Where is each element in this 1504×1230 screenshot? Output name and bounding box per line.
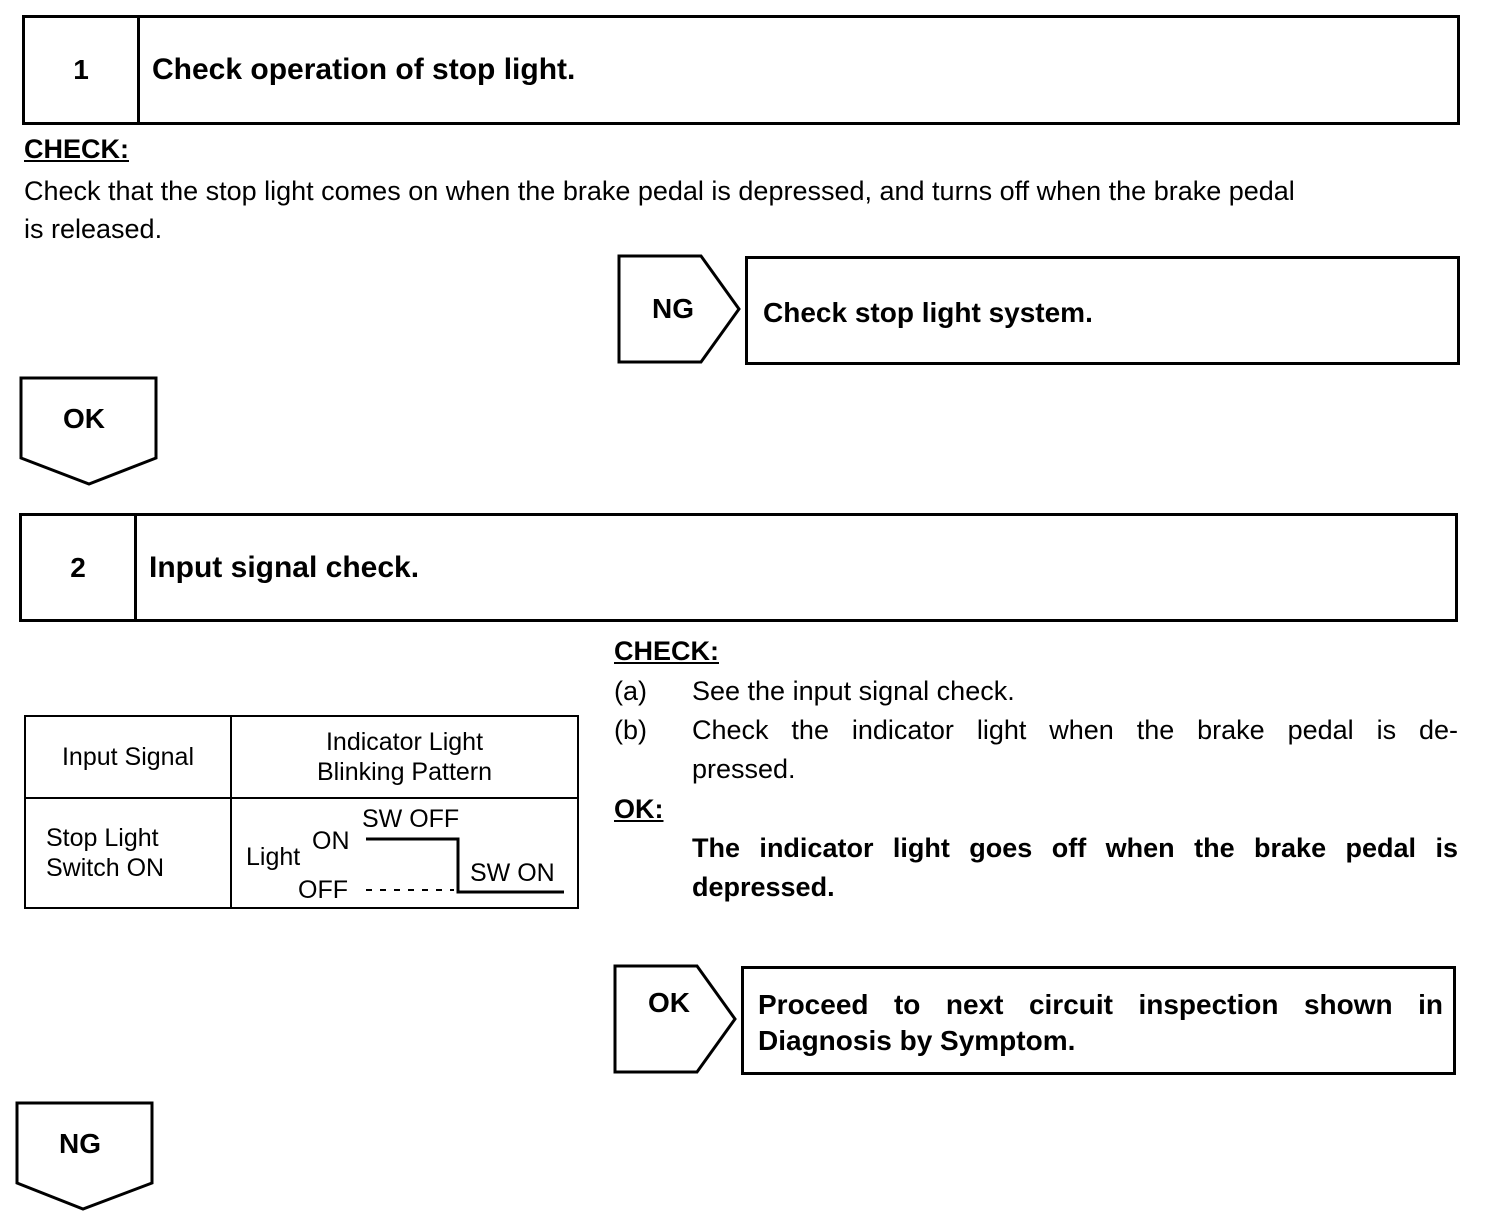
step-2-ok-arrow-label: OK bbox=[648, 987, 690, 1018]
step-2-item-a-marker: (a) bbox=[614, 676, 647, 706]
step-2-ok-text-line2: depressed. bbox=[692, 872, 835, 902]
step-2-ok-result-line1: Proceed to next circuit inspection shown in bbox=[758, 989, 1443, 1020]
table-header-col2-line2: Blinking Pattern bbox=[316, 758, 493, 786]
step-2-title: Input signal check. bbox=[149, 550, 420, 584]
blinking-pattern-diagram bbox=[232, 799, 577, 907]
step-2-ng-label: NG bbox=[59, 1128, 101, 1159]
table-header-input-signal bbox=[25, 716, 231, 798]
step-2-ok-result-box bbox=[741, 966, 1456, 1075]
diagram-light: Light bbox=[246, 843, 301, 871]
table-header-col2-line1: Indicator Light bbox=[325, 728, 484, 756]
step-1-ng-result: Check stop light system. bbox=[763, 297, 1093, 328]
step-2-item-a-text: See the input signal check. bbox=[692, 676, 1015, 706]
step-2-number: 2 bbox=[22, 516, 137, 619]
diagram-sw-on: SW ON bbox=[470, 859, 555, 887]
step-1-ng-label: NG bbox=[652, 293, 694, 324]
step-2-ok-text-line1: The indicator light goes off when the brake pedal is bbox=[692, 833, 1458, 863]
table-row-col1-line1: Stop Light bbox=[46, 824, 159, 852]
step-1-check-label: CHECK: bbox=[24, 134, 129, 164]
step-1-number: 1 bbox=[25, 18, 140, 122]
step-2-ok-label: OK: bbox=[614, 794, 664, 824]
step-1-header bbox=[22, 15, 1460, 125]
step-1-check-text-line1: Check that the stop light comes on when the brake pedal is depressed, and turns off when the brake pedal bbox=[24, 176, 1295, 206]
diagram-on: ON bbox=[312, 827, 350, 855]
diagram-off: OFF bbox=[298, 876, 348, 904]
step-1-title: Check operation of stop light. bbox=[152, 53, 576, 86]
step-1-ok-label: OK bbox=[63, 403, 105, 434]
table-row-diagram bbox=[231, 798, 578, 908]
table-row-col1-line2: Switch ON bbox=[46, 854, 165, 882]
step-2-header bbox=[19, 513, 1458, 622]
table-header-indicator bbox=[231, 716, 578, 798]
table-header-col1: Input Signal bbox=[61, 742, 195, 771]
table-row-input bbox=[25, 798, 231, 908]
table-header-row bbox=[25, 716, 578, 798]
step-1-ng-result-box bbox=[745, 256, 1460, 365]
diagram-sw-off: SW OFF bbox=[362, 805, 460, 833]
step-2-item-b-text-line1: Check the indicator light when the brake pedal is de- bbox=[692, 715, 1458, 745]
step-2-check-label: CHECK: bbox=[614, 636, 719, 666]
step-2-ok-arrow bbox=[613, 964, 739, 1076]
step-2-ok-result-line2: Diagnosis by Symptom. bbox=[758, 1025, 1076, 1056]
table-row bbox=[25, 798, 578, 908]
step-1-check-text-line2: is released. bbox=[24, 214, 163, 244]
step-2-item-b-text-line2: pressed. bbox=[692, 754, 796, 784]
input-signal-table bbox=[24, 715, 579, 909]
step-2-item-b-marker: (b) bbox=[614, 715, 647, 745]
